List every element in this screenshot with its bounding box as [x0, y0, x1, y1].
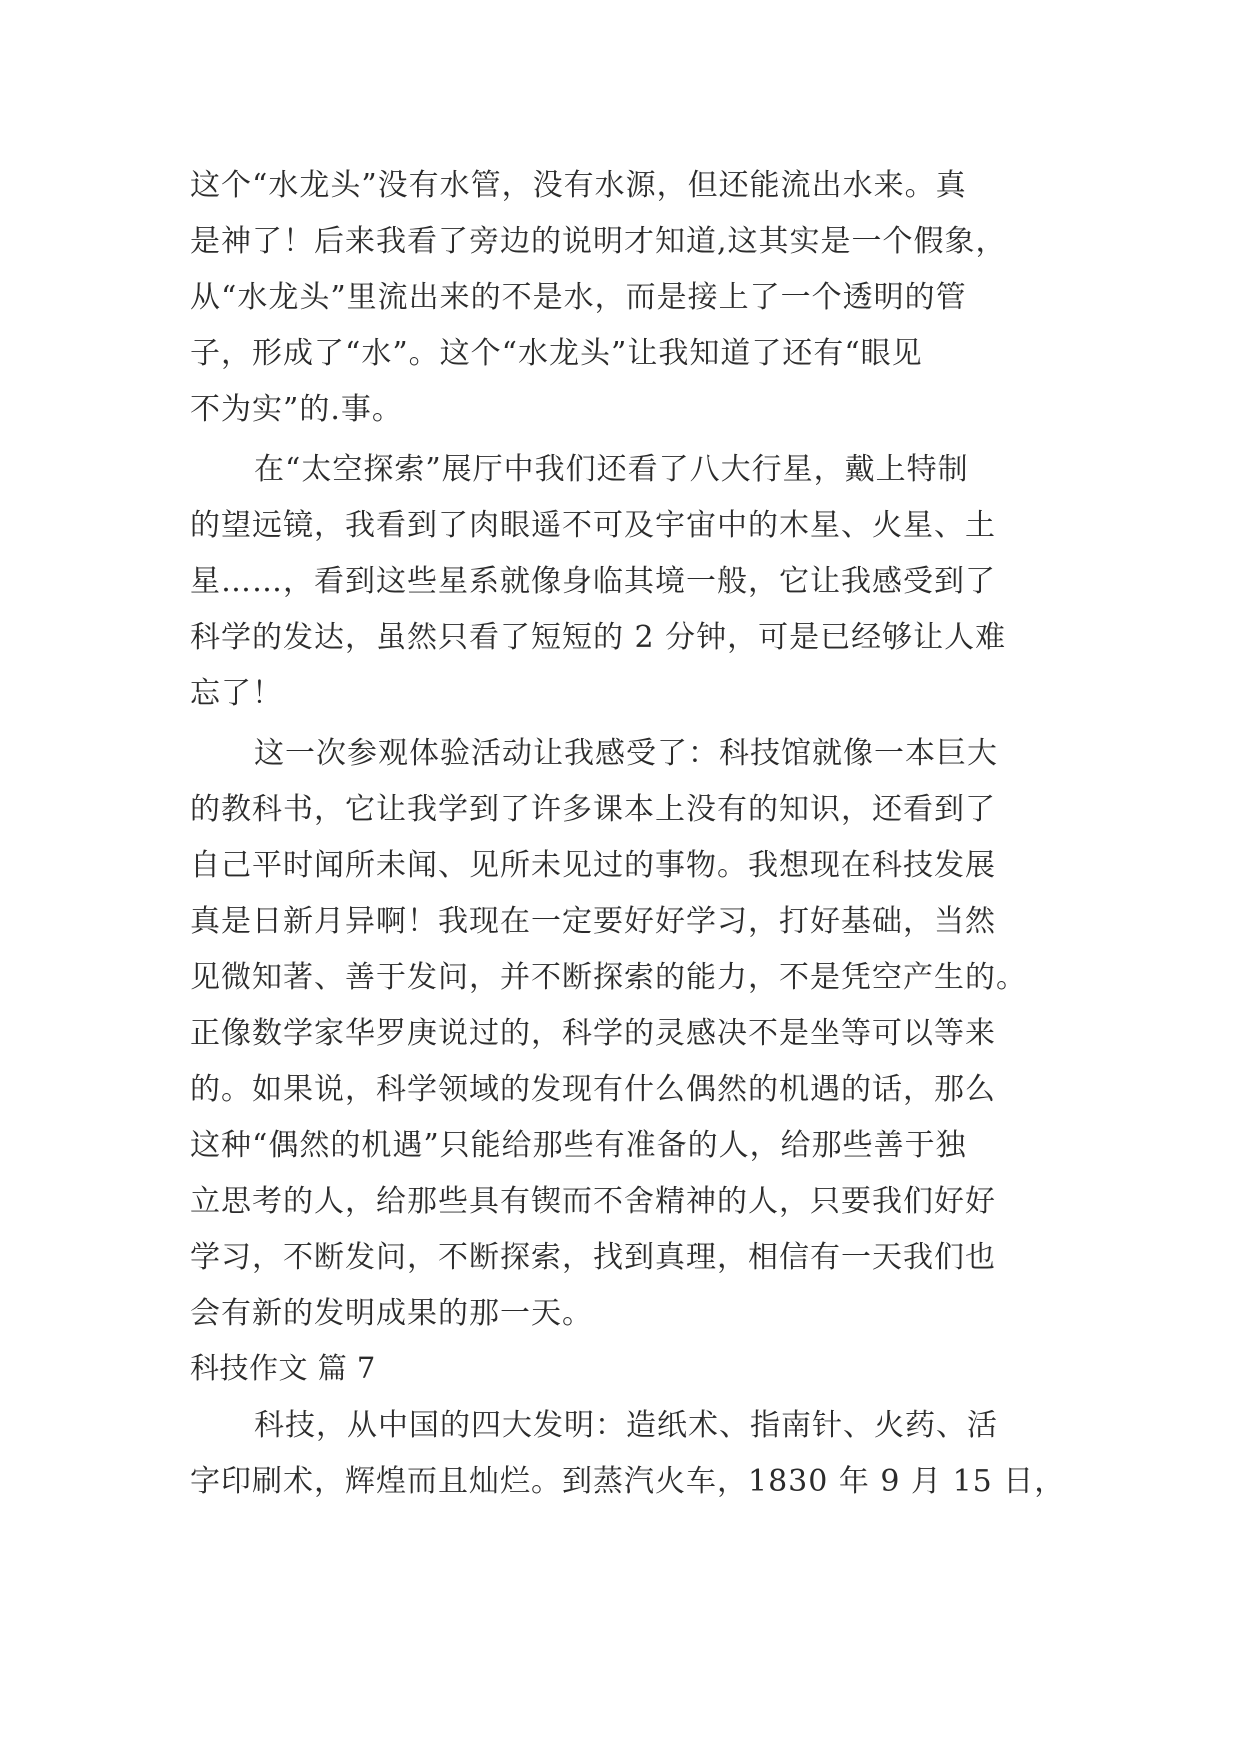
paragraph-line: 不为实”的.事。: [190, 392, 403, 427]
paragraph-line: 星……，看到这些星系就像身临其境一般，它让我感受到了: [190, 564, 996, 599]
paragraph-line: 见微知著、善于发问，并不断探索的能力，不是凭空产生的。: [190, 960, 1027, 995]
paragraph-line: 的望远镜，我看到了肉眼遥不可及宇宙中的木星、火星、土: [190, 508, 996, 543]
paragraph-line: 自己平时闻所未闻、见所未见过的事物。我想现在科技发展: [190, 848, 996, 883]
paragraph-line: 忘了！: [190, 676, 283, 711]
paragraph-line: 真是日新月异啊！我现在一定要好好学习，打好基础，当然: [190, 904, 996, 939]
paragraph-line: 学习，不断发问，不断探索，找到真理，相信有一天我们也: [190, 1240, 996, 1275]
paragraph-line: 这个“水龙头”没有水管，没有水源，但还能流出水来。真: [190, 168, 967, 203]
section-heading: 科技作文 篇 7: [190, 1351, 376, 1385]
paragraph-line: 这一次参观体验活动让我感受了：科技馆就像一本巨大: [254, 736, 998, 771]
paragraph-line: 从“水龙头”里流出来的不是水，而是接上了一个透明的管: [190, 280, 967, 315]
paragraph-line: 会有新的发明成果的那一天。: [190, 1296, 593, 1331]
paragraph-line: 立思考的人，给那些具有锲而不舍精神的人，只要我们好好: [190, 1184, 996, 1219]
paragraph-line: 子，形成了“水”。这个“水龙头”让我知道了还有“眼见: [190, 336, 923, 371]
paragraph-line: 这种“偶然的机遇”只能给那些有准备的人，给那些善于独: [190, 1128, 967, 1163]
paragraph-line: 字印刷术，辉煌而且灿烂。到蒸汽火车，1830 年 9 月 15 日，: [190, 1464, 1066, 1499]
paragraph-line: 的教科书，它让我学到了许多课本上没有的知识，还看到了: [190, 792, 996, 827]
paragraph-line: 正像数学家华罗庚说过的，科学的灵感决不是坐等可以等来: [190, 1016, 996, 1051]
paragraph-line: 在“太空探索”展厅中我们还看了八大行星，戴上特制: [254, 452, 969, 487]
paragraph-line: 是神了！后来我看了旁边的说明才知道,这其实是一个假象，: [190, 224, 1007, 259]
paragraph-line: 科技，从中国的四大发明：造纸术、指南针、火药、活: [254, 1408, 998, 1443]
paragraph-line: 科学的发达，虽然只看了短短的 2 分钟，可是已经够让人难: [190, 620, 1007, 655]
paragraph-line: 的。如果说，科学领域的发现有什么偶然的机遇的话，那么: [190, 1072, 996, 1107]
